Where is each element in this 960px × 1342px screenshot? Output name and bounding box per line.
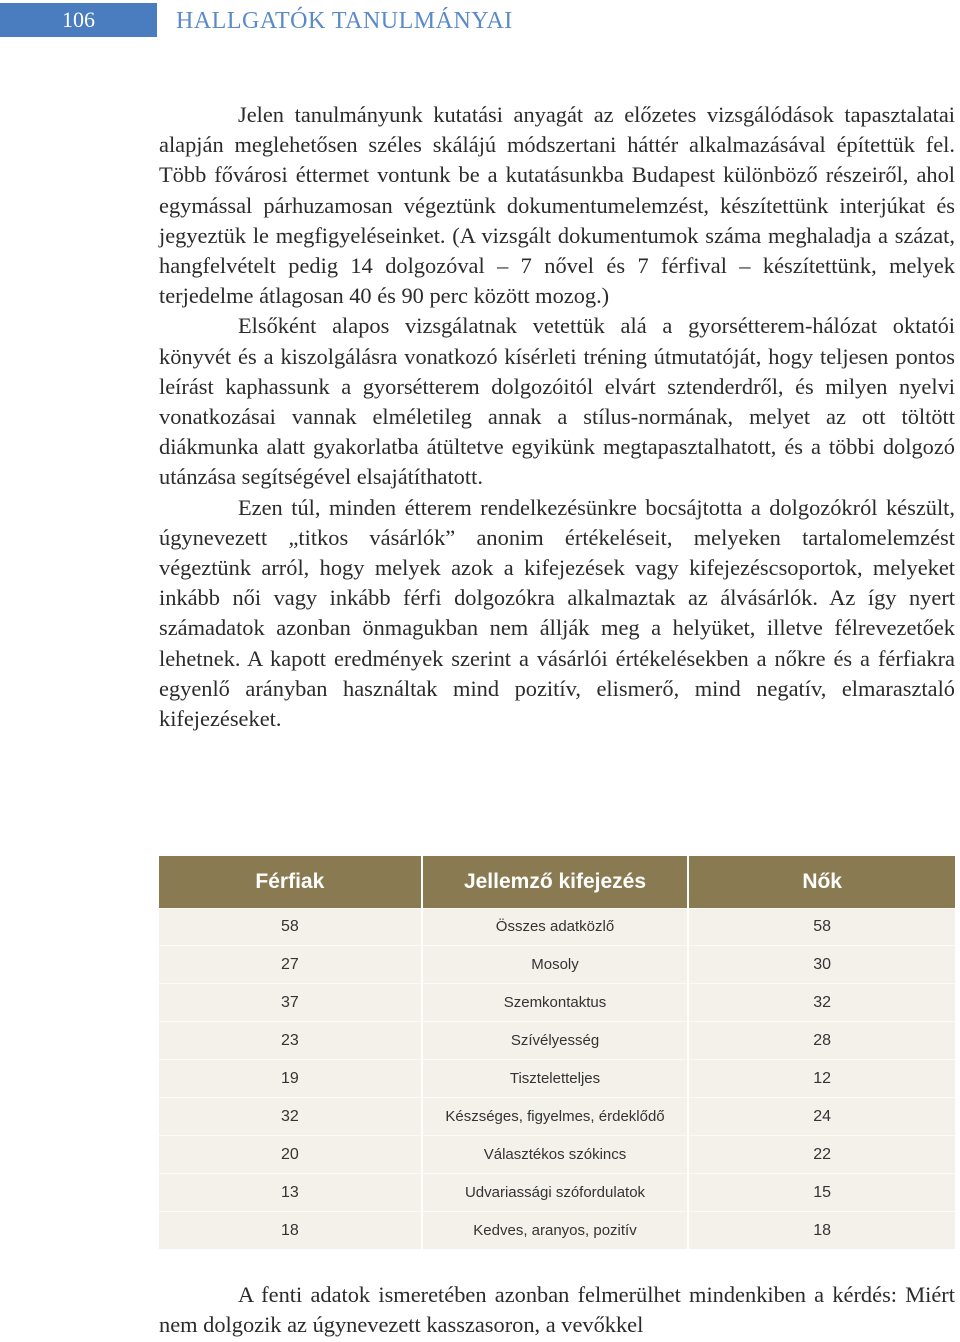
page-header [0,0,960,40]
women-count: 18 [688,1212,955,1249]
table-row [159,1136,955,1174]
expression-label: Mosoly [422,946,689,984]
expression-table-grid [159,856,955,1249]
men-count: 23 [159,1022,422,1060]
expression-label: Összes adatközlő [422,908,689,946]
men-count: 27 [159,946,422,984]
expression-label: Választékos szókincs [422,1136,689,1174]
expression-label: Udvariassági szófordulatok [422,1174,689,1212]
table-row [159,1212,955,1249]
paragraph-question: A fenti adatok ismeretében azonban felmerülhet mindenkiben a kérdés: Miért nem dolgozik az úgynevezett kasszasoron, a vevőkkel [159,1282,955,1338]
table-row [159,1098,955,1136]
running-title: HALLGATÓK TANULMÁNYAI [176,8,513,34]
men-count: 32 [159,1098,422,1136]
expression-label: Tiszteletteljes [422,1060,689,1098]
men-count: 18 [159,1212,422,1249]
women-count: 32 [688,984,955,1022]
expression-label: Kedves, aranyos, pozitív [422,1212,689,1249]
women-count: 30 [688,946,955,984]
expression-label: Szemkontaktus [422,984,689,1022]
women-count: 22 [688,1136,955,1174]
women-count: 28 [688,1022,955,1060]
men-count: 20 [159,1136,422,1174]
expression-label: Szívélyesség [422,1022,689,1060]
men-count: 19 [159,1060,422,1098]
body-text [159,100,955,734]
page-number: 106 [0,3,157,37]
women-count: 12 [688,1060,955,1098]
header-women: Nők [688,856,955,908]
tail-text [159,1280,955,1340]
header-expression: Jellemző kifejezés [422,856,689,908]
header-men: Férfiak [159,856,422,908]
men-count: 13 [159,1174,422,1212]
paragraph-methodology: Jelen tanulmányunk kutatási anyagát az előzetes vizsgálódások tapasztalatai alapján meglehetősen széles skálájú módszertani háttér alkalmazásával építettük fel. Több fővárosi éttermet vontunk be a kutatásunkba Budapest különböző részeiről, ahol egymással párhuzamosan végeztünk dokumentumelemzést, készítettünk interjúkat és jegyeztük le megfigyeléseinket. (A vizsgált dokumentumok száma meghaladja a százat, hangfelvételt pedig 14 dolgozóval – 7 nővel és 7 férfival – készítettünk, melyek terjedelme átlagosan 40 és 90 perc között mozog.) [159,102,955,309]
women-count: 24 [688,1098,955,1136]
women-count: 15 [688,1174,955,1212]
table-header-row [159,856,955,908]
men-count: 37 [159,984,422,1022]
paragraph-analysis: Elsőként alapos vizsgálatnak vetettük alá a gyorsétterem-hálózat oktatói könyvét és a kiszolgálásra vonatkozó kísérleti tréning útmutatóját, hogy teljesen pontos leírást kaphassunk a gyorsétterem dolgozóitól elvárt sztenderdről, és milyen nyelvi vonatkozásai vannak elméletileg annak a stílus-normának, melyet az ott töltött diákmunka alatt gyakorlatba átültetve egyikünk megtapasztalhatott, és a többi dolgozó utánzása segítségével elsajátíthatott. [159,313,955,490]
table-row [159,984,955,1022]
men-count: 58 [159,908,422,946]
table-row [159,1174,955,1212]
paragraph-mystery-shoppers: Ezen túl, minden étterem rendelkezésünkre bocsájtotta a dolgozókról készült, úgynevezett „titkos vásárlók” anonim értékeléseit, melyeken tartalomelemzést végeztünk arról, hogy melyek azok a kifejezések vagy kifejezéscsoportok, melyeket inkább női vagy inkább férfi dolgozókra alkalmaztak az álvásárlók. Az így nyert számadatok azonban önmagukban nem állják meg a helyüket, illetve félrevezetőek lehetnek. A kapott eredmények szerint a vásárlói értékelésekben a nőkre és a férfiakra egyenlő arányban használtak mind pozitív, elismerő, mind negatív, elmarasztaló kifejezéseket. [159,494,955,732]
expression-label: Készséges, figyelmes, érdeklődő [422,1098,689,1136]
table-row [159,1060,955,1098]
table-row [159,1022,955,1060]
table-row [159,946,955,984]
expression-table [159,856,955,1249]
women-count: 58 [688,908,955,946]
table-row [159,908,955,946]
